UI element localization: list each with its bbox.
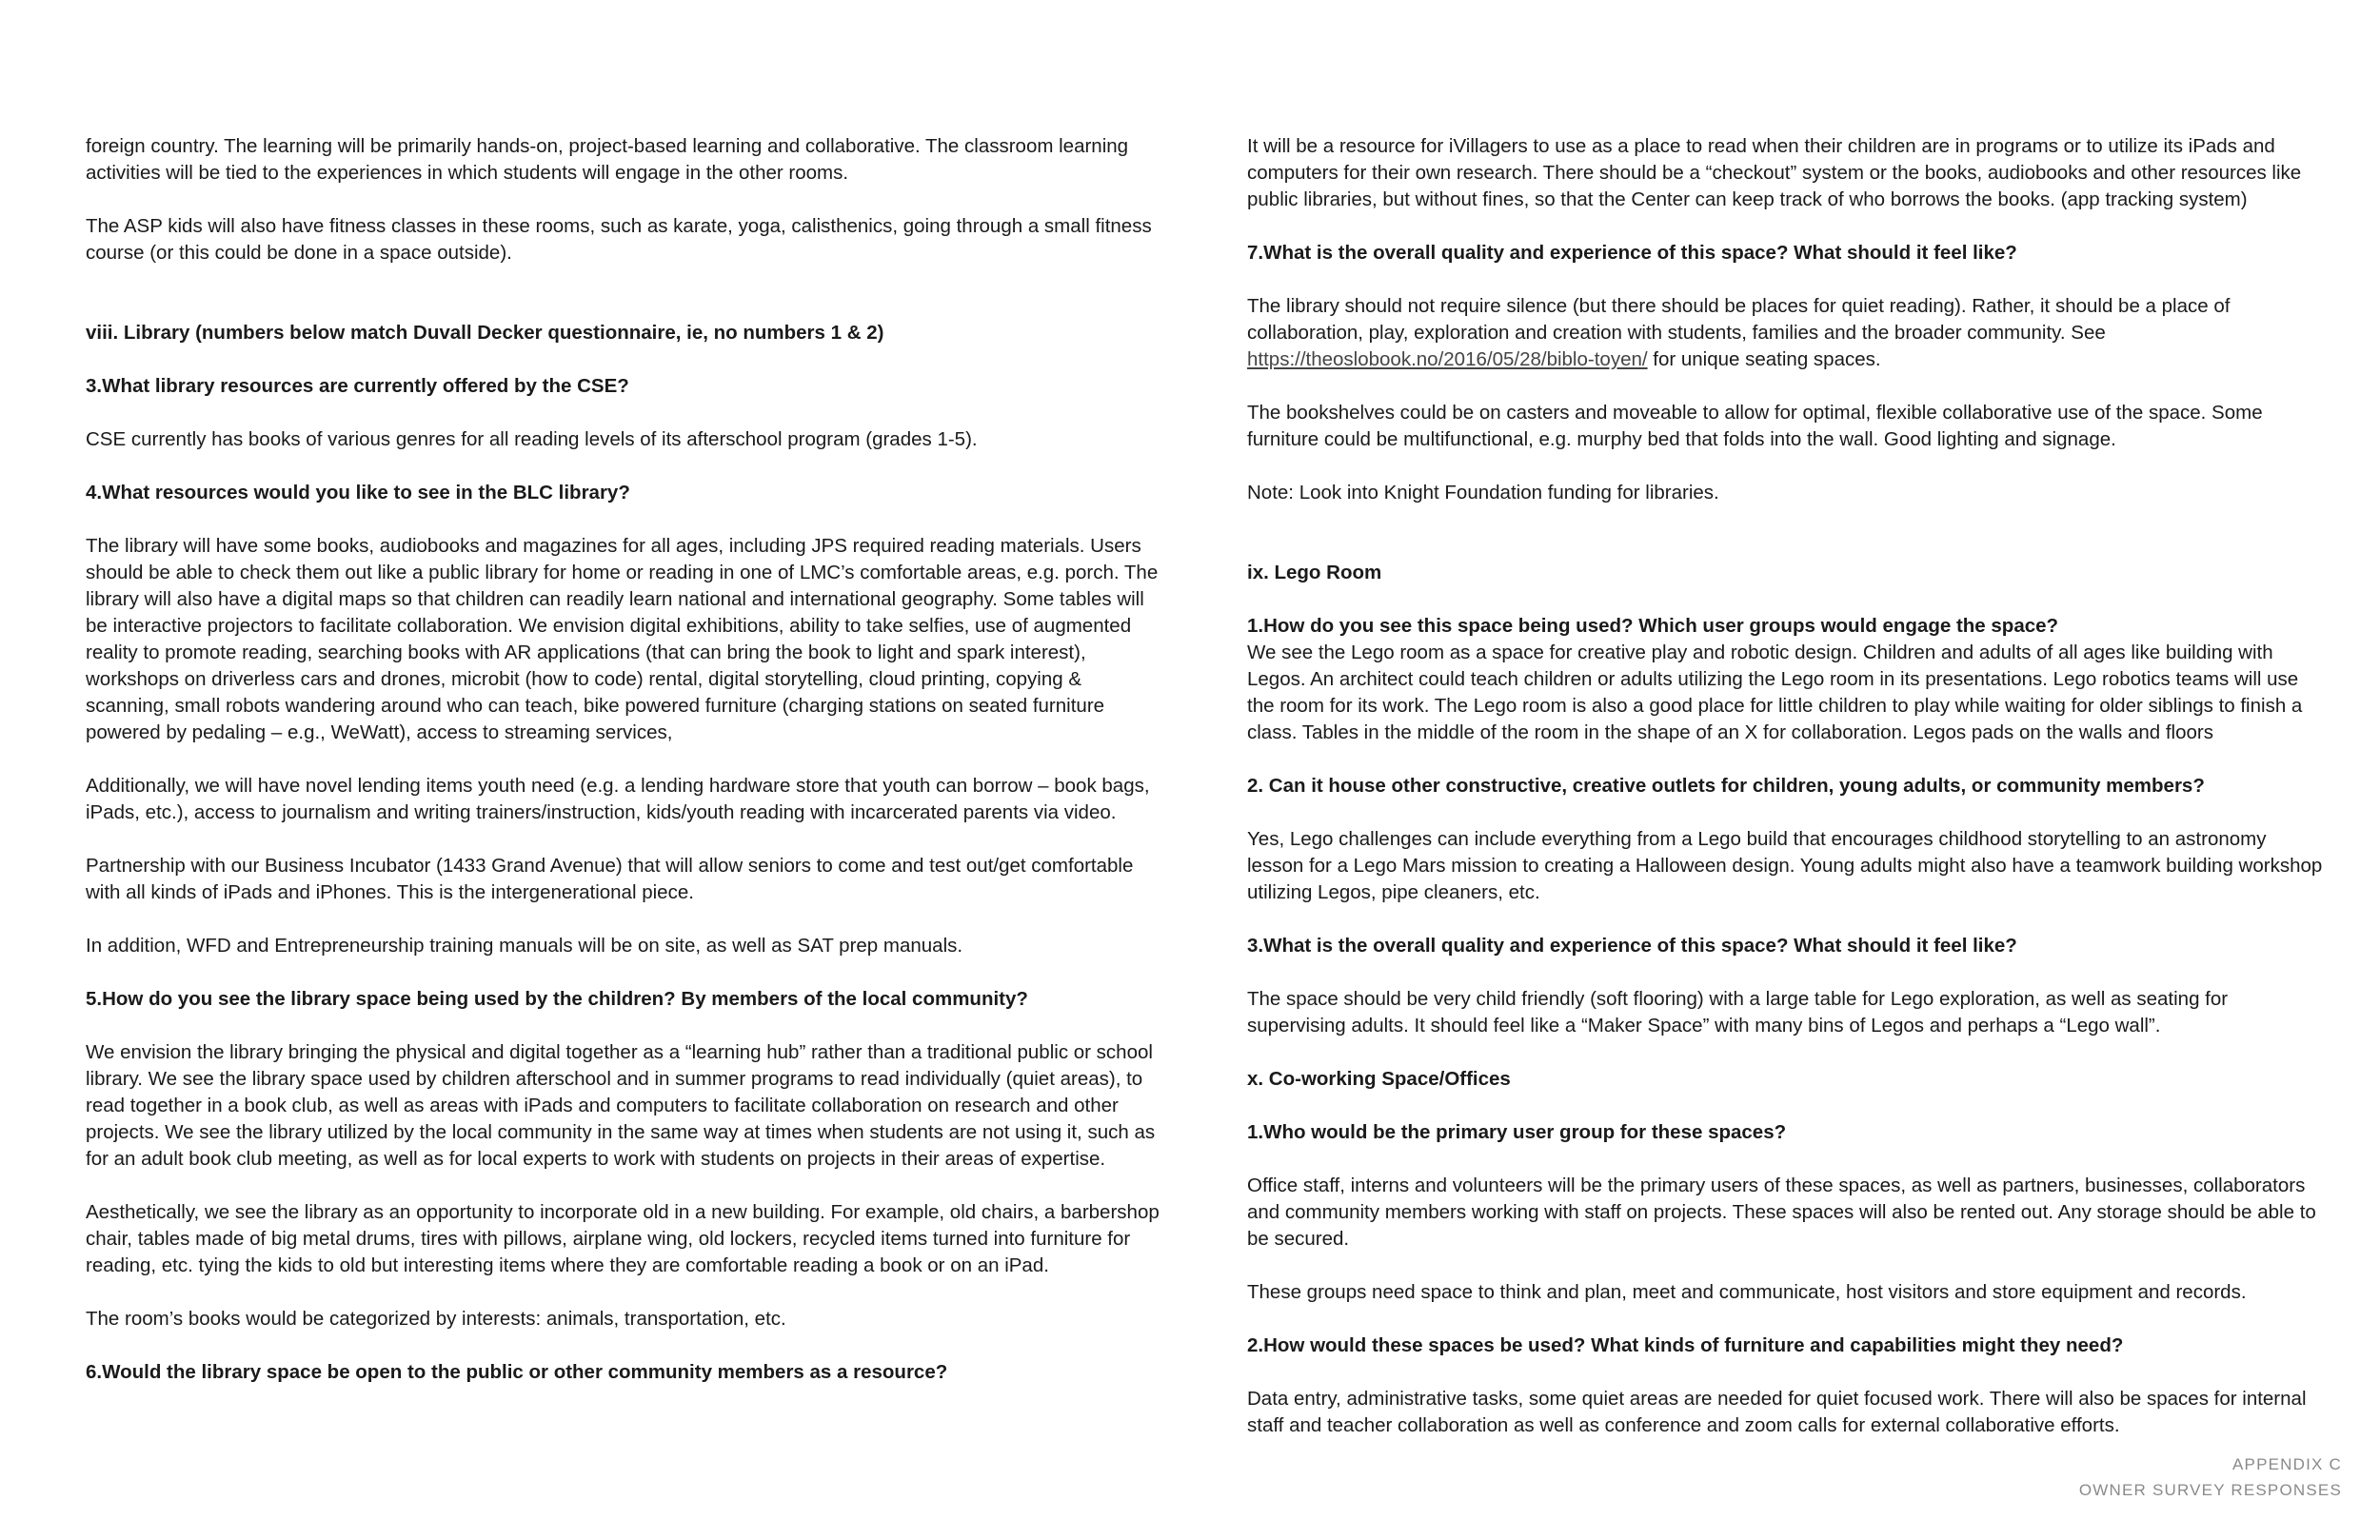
question-heading: 6.Would the library space be open to the public or other community members as a resource? (86, 1361, 948, 1383)
paragraph: In addition, WFD and Entrepreneurship training manuals will be on site, as well as SAT prep manuals. (86, 935, 963, 957)
paragraph: The bookshelves could be on casters and moveable to allow for optimal, flexible collaborative use of the space. Some furniture could be multifunctional, e.g. murphy bed that folds into the wall. Good lighting and signage. (1247, 402, 2263, 450)
paragraph: These groups need space to think and plan, meet and communicate, host visitors and store equipment and records. (1247, 1281, 2247, 1303)
paragraph: The library will have some books, audiobooks and magazines for all ages, including JPS required reading materials. Users should be able to check them out like a public library for home or reading in one of LMC’s comfortable areas, e.g. porch. The library will also have a digital maps so that children can readily learn national and international geography. Some tables will be interactive projectors to facilitate collaboration. We envision digital exhibitions, ability to take selfies, use of augmented reality to promote reading, searching books with AR applications (that can bring the book to light and spark interest), workshops on driverless cars and drones, microbit (how to code) rental, digital storytelling, cloud printing, copying & scanning, small robots wandering around who can teach, bike powered furniture (charging stations on seated furniture powered by pedaling – e.g., WeWatt), access to streaming services, (86, 535, 1159, 743)
question-heading: 5.How do you see the library space being used by the children? By members of the local community? (86, 988, 1028, 1010)
question-heading: 4.What resources would you like to see in the BLC library? (86, 482, 630, 503)
right-column (1247, 133, 2323, 1439)
paragraph: The space should be very child friendly (soft flooring) with a large table for Lego exploration, as well as seating for supervising adults. It should feel like a “Maker Space” with many bins of Legos and perhaps a “Lego wall”. (1247, 988, 2229, 1037)
paragraph: Office staff, interns and volunteers will be the primary users of these spaces, as well as partners, businesses, collaborators and community members working with staff on projects. These spaces will also be rented out. Any storage should be able to be secured. (1247, 1175, 2316, 1250)
paragraph: foreign country. The learning will be primarily hands-on, project-based learning and collaborative. The classroom learning activities will be tied to the experiences in which students will engage in the other rooms. (86, 135, 1129, 184)
paragraph-with-link (1247, 293, 2323, 373)
paragraph: Aesthetically, we see the library as an opportunity to incorporate old in a new building. For example, old chairs, a barbershop chair, tables made of big metal drums, tires with pillows, airplane wing, old lockers, recycled items turned into furniture for reading, etc. tying the kids to old but interesting items where they are comfortable reading a book or on an iPad. (86, 1201, 1160, 1276)
paragraph: The ASP kids will also have fitness classes in these rooms, such as karate, yoga, calisthenics, going through a small fitness course (or this could be done in a space outside). (86, 215, 1152, 264)
question-heading: 2.How would these spaces be used? What kinds of furniture and capabilities might they need? (1247, 1334, 2124, 1356)
paragraph: Additionally, we will have novel lending items youth need (e.g. a lending hardware store that youth can borrow – book bags, iPads, etc.), access to journalism and writing trainers/instruction, kids/youth reading with incarcerated parents via video. (86, 775, 1150, 823)
section-heading-coworking: x. Co-working Space/Offices (1247, 1068, 1511, 1090)
paragraph: Note: Look into Knight Foundation funding for libraries. (1247, 482, 1719, 503)
paragraph: CSE currently has books of various genres for all reading levels of its afterschool program (grades 1-5). (86, 428, 978, 450)
section-heading-library: viii. Library (numbers below match Duvall Decker questionnaire, ie, no numbers 1 & 2) (86, 322, 884, 344)
question-heading: 1.How do you see this space being used? Which user groups would engage the space? (1247, 615, 2059, 637)
paragraph-text: The library should not require silence (but there should be places for quiet reading). Rather, it should be a place of collaboration, play, exploration and creation with students, families and the broader community. See (1247, 295, 2231, 344)
question-heading: 1.Who would be the primary user group for these spaces? (1247, 1121, 1787, 1143)
section-heading-lego: ix. Lego Room (1247, 562, 1382, 583)
question-heading: 7.What is the overall quality and experience of this space? What should it feel like? (1247, 242, 2017, 264)
paragraph: Data entry, administrative tasks, some quiet areas are needed for quiet focused work. There will also be spaces for internal staff and teacher collaboration as well as conference and zoom calls for external collaborative efforts. (1247, 1388, 2307, 1436)
appendix-label: APPENDIX C (2232, 1455, 2342, 1473)
paragraph: We see the Lego room as a space for creative play and robotic design. Children and adults of all ages like building with Legos. An architect could teach children or adults utilizing the Lego room in its presentations. Lego robotics teams will use the room for its work. The Lego room is also a good place for little children to play while waiting for older siblings to finish a class. Tables in the middle of the room in the shape of an X for collaboration. Legos pads on the walls and floors (1247, 642, 2303, 743)
paragraph: Partnership with our Business Incubator (1433 Grand Avenue) that will allow seniors to come and test out/get comfortable with all kinds of iPads and iPhones. This is the intergenerational piece. (86, 855, 1134, 903)
appendix-subtitle: OWNER SURVEY RESPONSES (2078, 1481, 2342, 1499)
paragraph: We envision the library bringing the physical and digital together as a “learning hub” rather than a traditional public or school library. We see the library space used by children afterschool and in summer programs to read individually (quiet areas), to read together in a book club, as well as areas with iPads and computers to facilitate collaboration on research and other projects. We see the library utilized by the local community in the same way at times when students are not using it, such as for an adult book club meeting, as well as for local experts to work with students on projects in their areas of expertise. (86, 1041, 1156, 1170)
paragraph-text: for unique seating spaces. (1647, 348, 1881, 370)
question-heading: 3.What is the overall quality and experience of this space? What should it feel like? (1247, 935, 2017, 957)
question-heading: 2. Can it house other constructive, creative outlets for children, young adults, or community members? (1247, 775, 2205, 797)
biblo-toyen-link[interactable]: https://theoslobook.no/2016/05/28/biblo-toyen/ (1247, 348, 1648, 370)
paragraph: It will be a resource for iVillagers to use as a place to read when their children are in programs or to utilize its iPads and computers for their own research. There should be a “checkout” system or the books, audiobooks and other resources like public libraries, but without fines, so that the Center can keep track of who borrows the books. (app tracking system) (1247, 135, 2302, 210)
appendix-footer (2079, 1451, 2342, 1503)
paragraph: The room’s books would be categorized by interests: animals, transportation, etc. (86, 1308, 786, 1330)
left-column (86, 133, 1161, 1412)
paragraph: Yes, Lego challenges can include everything from a Lego build that encourages childhood storytelling to an astronomy lesson for a Lego Mars mission to creating a Halloween design. Young adults might also have a teamwork building workshop utilizing Legos, pipe cleaners, etc. (1247, 828, 2323, 903)
question-heading: 3.What library resources are currently offered by the CSE? (86, 375, 629, 397)
